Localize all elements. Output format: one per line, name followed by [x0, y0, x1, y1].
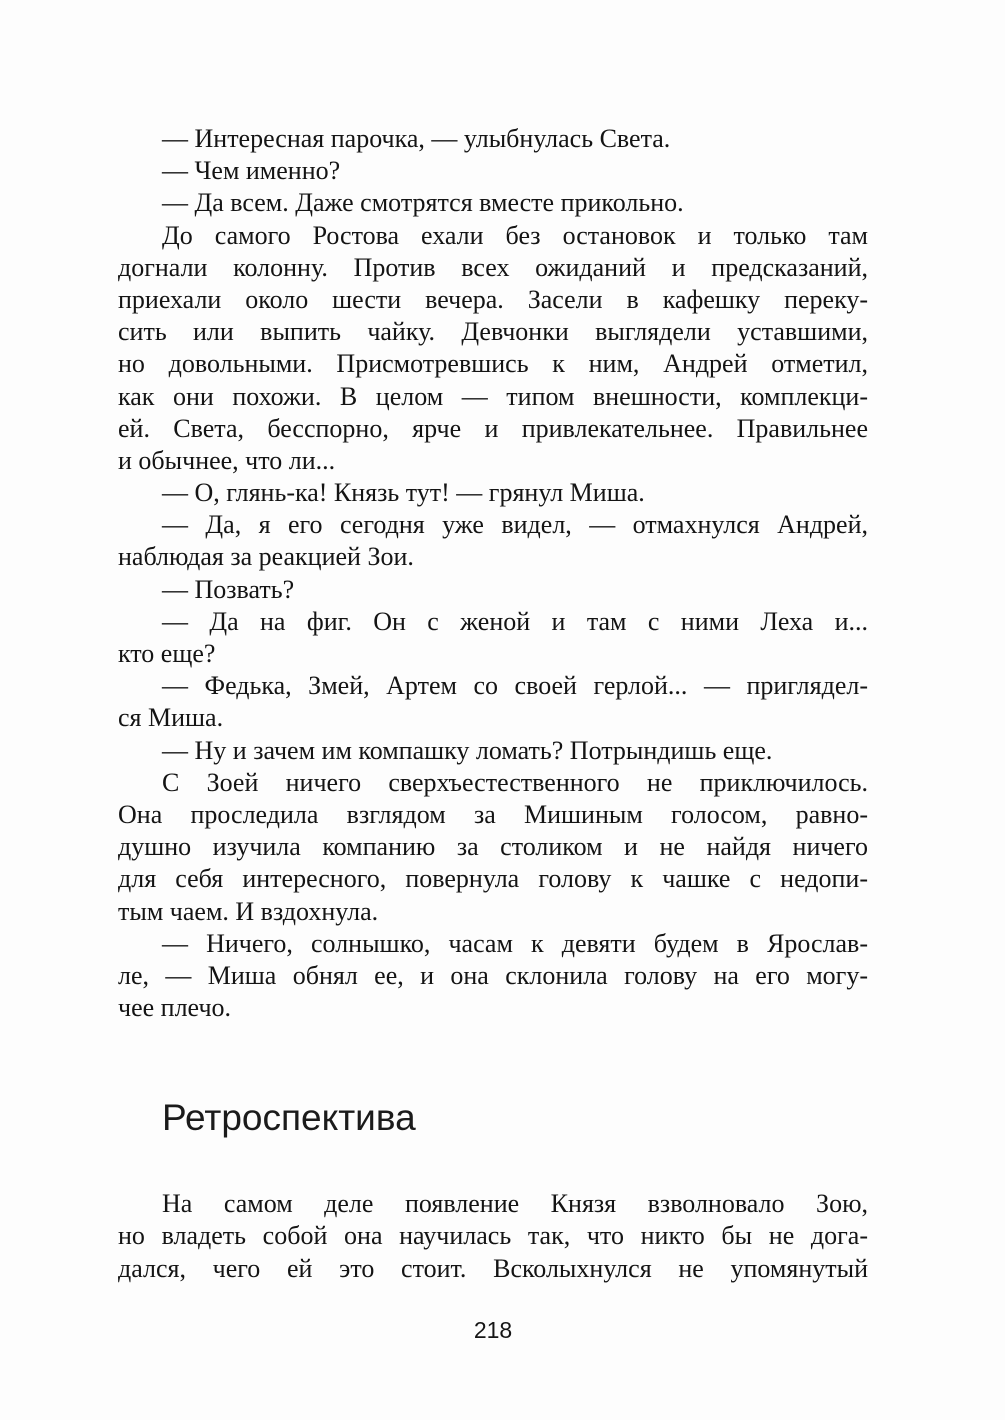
text-line: До самого Ростова ехали без остановок и только там: [162, 220, 868, 250]
text-line: чее плечо.: [118, 993, 232, 1023]
text-line: тым чаем. И вздохнула.: [118, 896, 379, 926]
text-line: но владеть собой она научилась так, что никто бы не дога-: [118, 1221, 868, 1251]
text-line: — Да, я его сегодня уже видел, — отмахнулся Андрей,: [162, 510, 868, 540]
text-line: — Федька, Змей, Артем со своей герлой... — приглядел-: [162, 671, 868, 701]
text-line: На самом деле появление Князя взволновало Зою,: [162, 1189, 868, 1219]
paragraph: [118, 477, 868, 509]
text-line: — Ну и зачем им компашку ломать? Потрындишь еще.: [162, 735, 773, 765]
paragraph: [118, 928, 868, 1025]
text-line: но довольными. Присмотревшись к ним, Андрей отметил,: [118, 349, 868, 379]
text-line: — Интересная парочка, — улыбнулась Света.: [162, 124, 671, 153]
section-heading: Ретроспектива: [162, 1097, 416, 1139]
paragraph: [118, 670, 868, 734]
text-line: — Ничего, солнышко, часам к девяти будем в Ярослав-: [162, 928, 868, 958]
text-line: — О, глянь-ка! Князь тут! — грянул Миша.: [162, 478, 645, 508]
text-line: кто еще?: [118, 639, 216, 668]
paragraph: [118, 187, 868, 219]
text-line: — Да всем. Даже смотрятся вместе прикольно.: [162, 188, 684, 218]
text-line: приехали около шести вечера. Засели в кафешку переку-: [118, 284, 868, 314]
text-line: и обычнее, что ли...: [118, 445, 336, 475]
text-line: ей. Света, бесспорно, ярче и привлекательнее. Правильнее: [118, 413, 868, 443]
text-line: наблюдая за реакцией Зои.: [118, 542, 414, 572]
page-number: 218: [473, 1317, 513, 1343]
text-block: [118, 123, 868, 1285]
text-line: С Зоей ничего сверхъестественного не приключилось.: [162, 767, 868, 797]
text-line: догнали колонну. Против всех ожиданий и предсказаний,: [118, 252, 868, 282]
text-line: ле, — Миша обнял ее, и она склонила голову на его могу-: [118, 960, 868, 990]
paragraph: [118, 574, 868, 606]
text-line: душно изучила компанию за столиком и не найдя ничего: [118, 832, 868, 862]
paragraph: [118, 606, 868, 670]
paragraph: [118, 155, 868, 187]
text-line: ся Миша.: [118, 703, 224, 733]
paragraph: [118, 1188, 868, 1285]
text-line: — Да на фиг. Он с женой и там с ними Леха и...: [162, 606, 868, 636]
text-line: — Позвать?: [162, 574, 295, 604]
text-line: — Чем именно?: [162, 156, 341, 186]
text-line: для себя интересного, повернула голову к чашке с недопи-: [118, 864, 868, 894]
paragraph: [118, 123, 868, 155]
paragraph: [118, 509, 868, 573]
text-line: дался, чего ей это стоит. Всколыхнулся не упомянутый: [118, 1253, 868, 1283]
paragraph: [118, 220, 868, 478]
text-line: Она проследила взглядом за Мишиным голосом, равно-: [118, 799, 868, 829]
text-line: сить или выпить чайку. Девчонки выглядели уставшими,: [118, 317, 868, 347]
text-line: как они похожи. В целом — типом внешности, комплекци-: [118, 381, 868, 411]
paragraph: [118, 767, 868, 928]
paragraph: [118, 735, 868, 767]
